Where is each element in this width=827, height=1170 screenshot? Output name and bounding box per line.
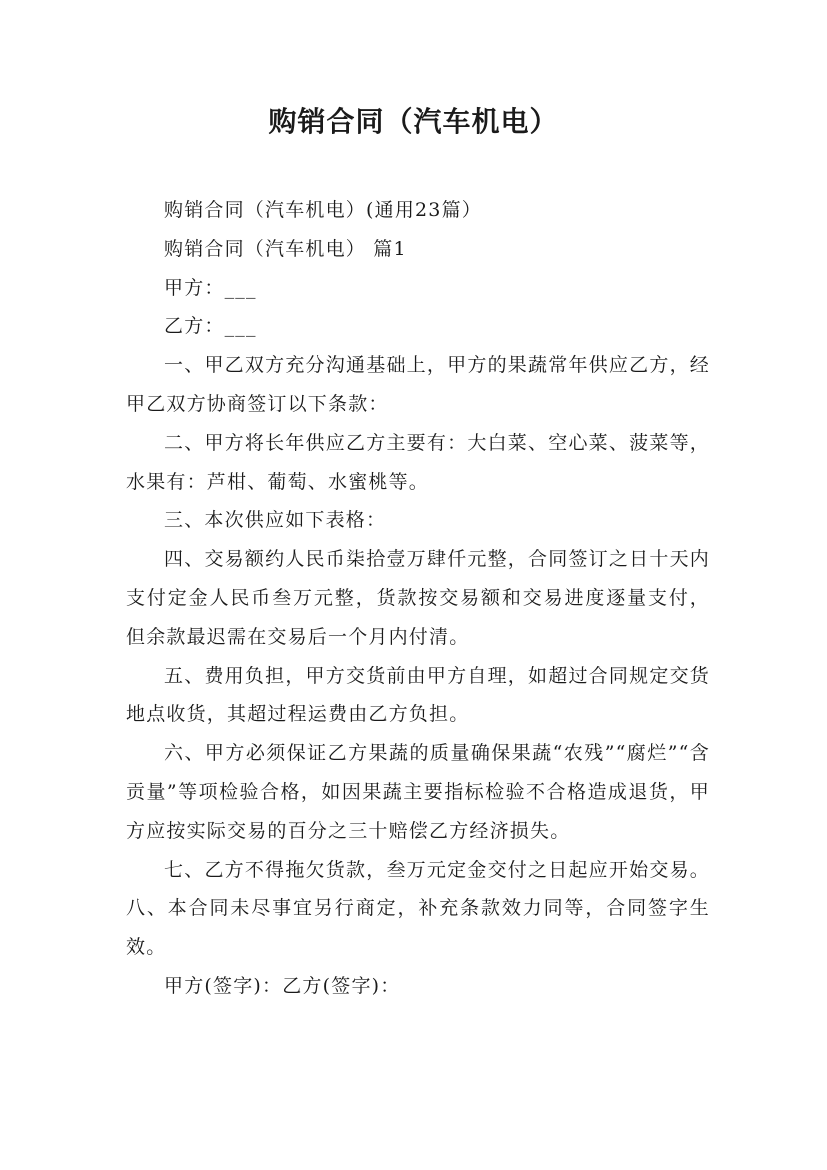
clause-2: 二、甲方将长年供应乙方主要有：大白菜、空心菜、菠菜等，水果有：芦柑、葡萄、水蜜桃等。: [126, 431, 710, 493]
clause-6: 六、甲方必须保证乙方果蔬的质量确保果蔬“农残”“腐烂”“含贡量”等项检验合格，如因果蔬主要指标检验不合格造成退货，甲方应按实际交易的百分之三十赔偿乙方经济损失。: [126, 742, 710, 842]
party-b-line: 乙方：___: [164, 315, 257, 338]
party-a-line: 甲方：___: [164, 276, 257, 299]
section-heading-paragraph: 购销合同（汽车机电） 篇1: [164, 237, 407, 260]
subtitle-paragraph: 购销合同（汽车机电）(通用23篇）: [164, 199, 482, 221]
document-title: 购销合同（汽车机电）: [268, 105, 559, 138]
clause-1: 一、甲乙双方充分沟通基础上，甲方的果蔬常年供应乙方，经甲乙双方协商签订以下条款：: [126, 354, 710, 415]
clause-5: 五、费用负担，甲方交货前由甲方自理，如超过合同规定交货地点收货，其超过程运费由乙方负担。: [126, 664, 710, 726]
clause-7-8: 七、乙方不得拖欠货款，叁万元定金交付之日起应开始交易。八、本合同未尽事宜另行商定，补充条款效力同等，合同签字生效。: [126, 858, 710, 959]
clause-3: 三、本次供应如下表格：: [164, 509, 387, 532]
document-body: [126, 191, 710, 1006]
clause-4: 四、交易额约人民币柒拾壹万肆仟元整，合同签订之日十天内支付定金人民币叁万元整，货款按交易额和交易进度逐量支付，但余款最迟需在交易后一个月内付清。: [126, 548, 710, 648]
signature-line: 甲方(签字)：乙方(签字)：: [164, 974, 401, 997]
